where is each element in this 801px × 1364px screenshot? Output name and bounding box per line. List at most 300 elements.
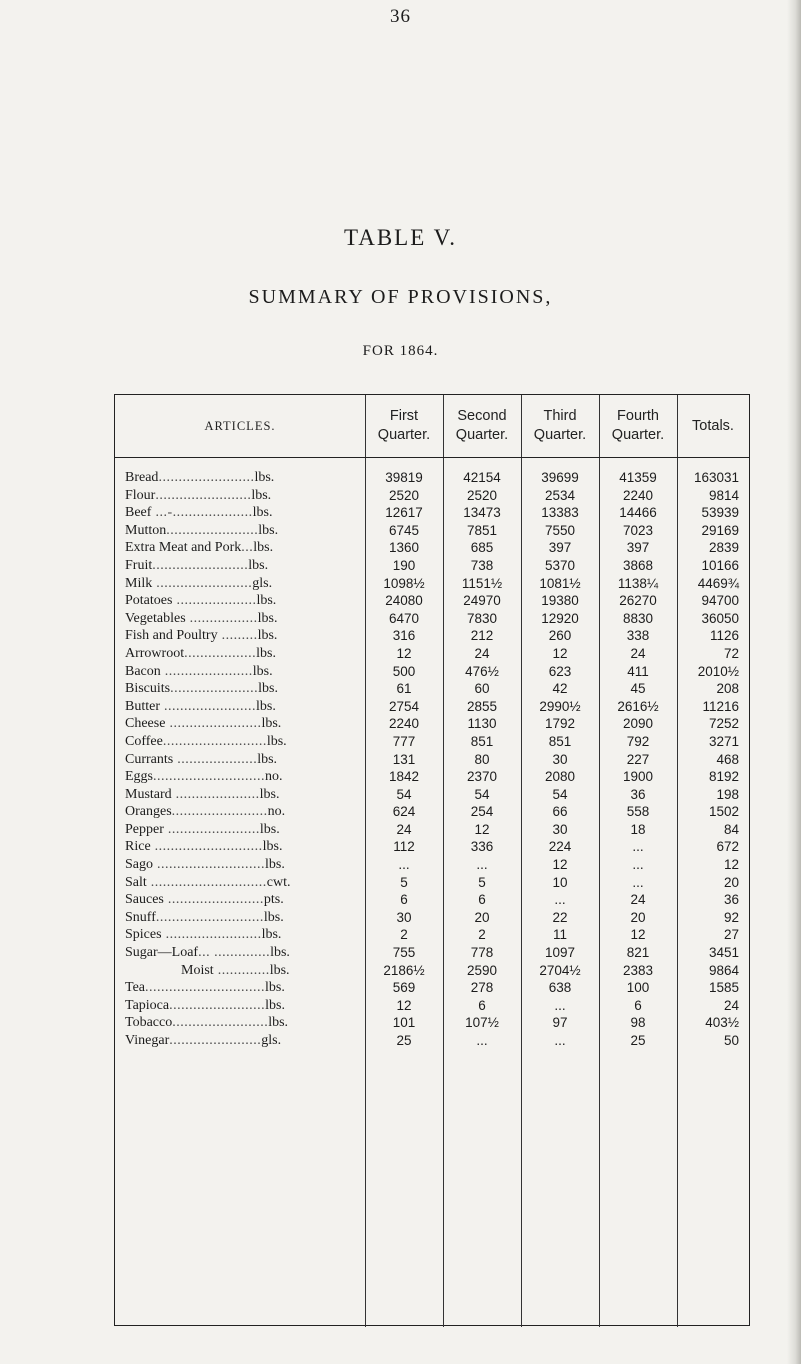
first-quarter-value: 61 (396, 681, 412, 697)
article-name: Butter (125, 698, 160, 714)
first-quarter-value: 6470 (388, 610, 420, 626)
first-quarter-value: 316 (392, 628, 416, 644)
table-row (115, 979, 749, 997)
total-value: 94700 (701, 593, 739, 609)
article-name: Bread (125, 470, 159, 485)
third-quarter-value: ... (554, 892, 566, 908)
fourth-quarter-value: 26270 (619, 593, 657, 609)
article-cell (125, 803, 360, 821)
first-quarter-value: 54 (396, 786, 412, 802)
total-value: 403½ (705, 1015, 739, 1031)
article-name: Oranges (125, 804, 172, 820)
total-value: 10166 (701, 557, 739, 573)
article-unit: no. (265, 769, 283, 785)
table-row (115, 891, 749, 909)
leader-dots: ....................... (166, 522, 259, 538)
article-name: Mutton (125, 522, 167, 538)
article-name: Fruit (125, 557, 153, 573)
article-unit: lbs. (265, 857, 285, 873)
article-cell (125, 874, 360, 892)
table-row (115, 610, 749, 628)
fourth-quarter-value: 8830 (622, 610, 654, 626)
article-cell (125, 891, 360, 909)
fourth-quarter-value: 20 (630, 909, 646, 925)
table-title: TABLE V. (344, 225, 457, 250)
header-first-quarter (365, 395, 443, 457)
third-quarter-value: 1081½ (539, 575, 581, 591)
second-quarter-value: 7830 (466, 610, 498, 626)
fourth-quarter-value: 12 (630, 927, 646, 943)
article-unit: lbs. (261, 716, 282, 732)
first-quarter-value: 25 (396, 1033, 412, 1048)
table-row (115, 856, 749, 874)
second-quarter-value: 336 (470, 839, 494, 855)
third-quarter-value: 623 (548, 663, 572, 679)
article-unit: lbs. (265, 980, 285, 996)
header-third-line2: Quarter. (533, 427, 587, 443)
first-quarter-value: 39819 (385, 470, 423, 485)
header-first-line1: First (389, 408, 419, 424)
total-value: 72 (723, 645, 739, 661)
first-quarter-value: 12617 (385, 505, 423, 521)
total-value: 3271 (708, 733, 739, 749)
leader-dots: ....................... (163, 821, 260, 837)
fourth-quarter-value: 2383 (622, 962, 654, 978)
article-unit: lbs. (269, 962, 290, 978)
leader-dots: ........................ (155, 487, 252, 503)
fourth-quarter-value: 14466 (619, 505, 657, 521)
first-quarter-value: 6 (400, 892, 408, 908)
article-name: Bacon (125, 663, 161, 679)
table-row (115, 539, 749, 557)
second-quarter-value: 60 (474, 681, 490, 697)
second-quarter-value: 1130 (467, 716, 497, 732)
third-quarter-value: 12 (552, 645, 568, 661)
third-quarter-value: 2534 (544, 487, 576, 503)
fourth-quarter-value: 792 (626, 733, 650, 749)
second-quarter-value: 2370 (466, 769, 498, 785)
fourth-quarter-value: 98 (630, 1015, 646, 1031)
leader-dots: .................. (184, 645, 257, 661)
table-header (115, 395, 749, 458)
third-quarter-value: 97 (552, 1015, 568, 1031)
fourth-quarter-value: 411 (627, 663, 649, 679)
second-quarter-value: 254 (470, 804, 494, 820)
article-unit: lbs. (254, 470, 275, 485)
article-unit: lbs. (258, 681, 278, 697)
table-row (115, 874, 749, 892)
article-unit: lbs. (252, 663, 273, 679)
article-cell (125, 645, 360, 663)
article-name: Coffee (125, 733, 163, 749)
third-quarter-value: 42 (552, 681, 568, 697)
leader-dots: ..................... (171, 786, 260, 802)
third-quarter-value: 11 (552, 927, 567, 943)
second-quarter-value: 2855 (466, 698, 498, 714)
first-quarter-value: 12 (396, 645, 412, 661)
article-unit: gls. (261, 1033, 282, 1048)
second-quarter-value: 13473 (463, 505, 501, 521)
second-quarter-value: 738 (470, 557, 494, 573)
total-value: 2839 (708, 540, 739, 556)
article-name: Eggs (125, 769, 153, 785)
total-value: 1585 (708, 980, 739, 996)
article-unit: lbs. (270, 945, 290, 961)
article-cell (125, 909, 360, 927)
article-cell (125, 715, 360, 733)
article-cell (125, 663, 360, 681)
first-quarter-value: 777 (392, 733, 416, 749)
article-unit: lbs. (266, 733, 287, 749)
third-quarter-value: 12920 (541, 610, 579, 626)
leader-dots: ........................... (150, 839, 263, 855)
header-second-line1: Second (457, 408, 507, 424)
first-quarter-value: 24 (396, 821, 412, 837)
first-quarter-value: 2240 (388, 716, 420, 732)
fourth-quarter-value: 227 (626, 751, 650, 767)
fourth-quarter-value: 397 (626, 540, 650, 556)
article-cell (125, 786, 360, 804)
total-value: 36 (723, 892, 739, 908)
third-quarter-value: 30 (552, 821, 568, 837)
third-quarter-value: 638 (548, 980, 572, 996)
second-quarter-value: 54 (474, 786, 490, 802)
total-value: 27 (723, 927, 739, 943)
table-row (115, 909, 749, 927)
article-unit: lbs. (268, 1015, 289, 1031)
fourth-quarter-value: 1138¼ (617, 575, 659, 591)
leader-dots: ........................ (169, 997, 266, 1013)
third-quarter-value: 2704½ (539, 962, 581, 978)
header-third-quarter (521, 395, 599, 457)
second-quarter-value: 6 (478, 892, 486, 908)
article-unit: lbs. (257, 628, 278, 644)
leader-dots: ... .............. (198, 945, 271, 961)
article-cell (125, 838, 360, 856)
total-value: 2010½ (697, 663, 739, 679)
article-unit: lbs. (256, 645, 276, 661)
total-value: 468 (716, 751, 739, 767)
second-quarter-value: 778 (470, 945, 494, 961)
article-name: Moist (181, 962, 214, 978)
article-name: Flour (125, 487, 156, 503)
table-body (115, 469, 749, 1050)
first-quarter-value: 569 (392, 980, 416, 996)
leader-dots: ...................... (160, 663, 253, 679)
page-number: 36 (390, 6, 411, 27)
article-cell (125, 610, 360, 628)
table-row (115, 838, 749, 856)
third-quarter-value: 2080 (544, 769, 576, 785)
header-fourth-line1: Fourth (617, 408, 659, 424)
article-unit: no. (267, 804, 286, 820)
first-quarter-value: 2754 (388, 698, 420, 714)
article-unit: lbs. (257, 751, 278, 767)
fourth-quarter-value: 7023 (622, 522, 654, 538)
article-unit: cwt. (266, 874, 291, 890)
fourth-quarter-value: 45 (630, 681, 646, 697)
article-cell (125, 1014, 360, 1032)
first-quarter-value: ... (398, 857, 410, 873)
article-name: Mustard (125, 786, 172, 802)
article-cell (125, 962, 360, 980)
second-quarter-value: 24 (474, 645, 490, 661)
second-quarter-value: 278 (470, 980, 494, 996)
second-quarter-value: 476½ (465, 663, 499, 679)
third-quarter-value: 12 (552, 857, 568, 873)
fourth-quarter-value: 41359 (619, 470, 657, 485)
first-quarter-value: 101 (392, 1015, 416, 1031)
total-value: 12 (723, 857, 739, 873)
article-name: Beef (125, 505, 152, 521)
third-quarter-value: 22 (552, 909, 568, 925)
second-quarter-value: 7851 (466, 522, 498, 538)
article-name: Sauces (125, 892, 164, 908)
third-quarter-value: 10 (552, 874, 568, 890)
total-value: 8192 (708, 769, 739, 785)
article-name: Fish and Poultry (125, 628, 218, 644)
table-row (115, 715, 749, 733)
article-name: Tobacco (125, 1015, 173, 1031)
article-name: Milk (125, 575, 153, 591)
total-value: 1502 (708, 804, 739, 820)
total-value: 208 (716, 681, 739, 697)
fourth-quarter-value: 25 (630, 1033, 646, 1048)
article-name: Potatoes (125, 593, 173, 609)
table-row (115, 926, 749, 944)
first-quarter-value: 24080 (385, 593, 423, 609)
article-name: Pepper (125, 821, 164, 837)
third-quarter-value: 851 (548, 733, 572, 749)
third-quarter-value: 5370 (544, 557, 576, 573)
third-quarter-value: 224 (548, 839, 572, 855)
article-name: Spices (125, 927, 162, 943)
leader-dots: ............................ (153, 769, 265, 785)
leader-dots: ........................ (158, 470, 255, 485)
article-name: Rice (125, 839, 151, 855)
table-row (115, 469, 749, 487)
fourth-quarter-value: 1900 (622, 769, 654, 785)
table-row (115, 751, 749, 769)
article-name: Arrowroot (125, 645, 185, 661)
total-value: 198 (716, 786, 739, 802)
fourth-quarter-value: 338 (626, 628, 650, 644)
fourth-quarter-value: 558 (626, 804, 650, 820)
table-row (115, 1032, 749, 1050)
second-quarter-value: 107½ (465, 1015, 499, 1031)
article-cell (125, 997, 360, 1015)
leader-dots: ................. (185, 610, 258, 626)
total-value: 84 (723, 821, 739, 837)
total-value: 9864 (708, 962, 739, 978)
total-value: 4469¾ (697, 575, 739, 591)
first-quarter-value: 131 (392, 751, 416, 767)
table-row (115, 627, 749, 645)
article-unit: lbs. (257, 610, 278, 626)
third-quarter-value: 66 (552, 804, 568, 820)
leader-dots: ....................... (165, 716, 262, 732)
first-quarter-value: 624 (392, 804, 416, 820)
header-second-line2: Quarter. (455, 427, 509, 443)
second-quarter-value: 5 (478, 874, 486, 890)
second-quarter-value: 2 (478, 927, 486, 943)
article-unit: lbs. (261, 927, 282, 943)
article-unit: lbs. (253, 540, 274, 556)
article-cell (125, 698, 360, 716)
article-unit: lbs. (251, 487, 272, 503)
first-quarter-value: 6745 (388, 522, 420, 538)
first-quarter-value: 190 (392, 557, 416, 573)
article-name: Biscuits (125, 681, 171, 697)
leader-dots: ....................... (160, 698, 256, 714)
article-name: Vinegar (125, 1033, 170, 1048)
second-quarter-value: 12 (474, 821, 490, 837)
article-name: Extra Meat and Pork (125, 540, 242, 556)
total-value: 29169 (701, 522, 739, 538)
third-quarter-value: 2990½ (539, 698, 581, 714)
article-unit: lbs. (263, 909, 284, 925)
second-quarter-value: 2590 (466, 962, 498, 978)
page-edge-shadow (787, 0, 801, 1364)
total-value: 9814 (708, 487, 739, 503)
article-cell (125, 487, 360, 505)
table-row (115, 645, 749, 663)
table-row (115, 504, 749, 522)
article-unit: lbs. (256, 593, 277, 609)
article-name: Sago (125, 857, 153, 873)
article-cell (125, 926, 360, 944)
article-name: Currants (125, 751, 174, 767)
article-unit: lbs. (252, 505, 273, 521)
table-row (115, 557, 749, 575)
fourth-quarter-value: ... (632, 857, 644, 873)
article-unit: lbs. (262, 839, 283, 855)
fourth-quarter-value: 36 (630, 786, 646, 802)
second-quarter-value: 212 (470, 628, 494, 644)
article-cell (125, 575, 360, 593)
table-row (115, 997, 749, 1015)
leader-dots: ... (241, 540, 254, 556)
leader-dots: ........................ (171, 804, 268, 820)
table-row (115, 821, 749, 839)
first-quarter-value: 1098½ (383, 575, 425, 591)
second-quarter-value: 1151½ (461, 575, 503, 591)
second-quarter-value: 685 (470, 540, 494, 556)
article-name: Tapioca (125, 997, 170, 1013)
second-quarter-value: 851 (470, 733, 494, 749)
second-quarter-value: 20 (474, 909, 490, 925)
article-unit: lbs. (259, 786, 280, 802)
table-row (115, 733, 749, 751)
article-cell (125, 856, 360, 874)
table-year: FOR 1864. (362, 343, 439, 359)
third-quarter-value: 19380 (541, 593, 579, 609)
third-quarter-value: 39699 (541, 470, 579, 485)
total-value: 163031 (693, 470, 739, 485)
third-quarter-value: 7550 (544, 522, 576, 538)
total-value: 24 (723, 997, 739, 1013)
leader-dots: .............................. (145, 980, 266, 996)
third-quarter-value: ... (554, 997, 566, 1013)
third-quarter-value: 397 (548, 540, 572, 556)
second-quarter-value: 80 (474, 751, 490, 767)
table-row (115, 522, 749, 540)
table-row (115, 663, 749, 681)
table-row (115, 698, 749, 716)
total-value: 92 (723, 909, 739, 925)
article-unit: pts. (263, 892, 284, 908)
total-value: 11216 (702, 698, 739, 714)
table-row (115, 575, 749, 593)
header-second-quarter (443, 395, 521, 457)
second-quarter-value: 42154 (463, 470, 501, 485)
article-name: Tea (125, 980, 146, 996)
table-row (115, 1014, 749, 1032)
article-cell (125, 821, 360, 839)
article-unit: gls. (252, 575, 273, 591)
total-value: 1126 (709, 628, 739, 644)
total-value: 50 (723, 1033, 739, 1048)
article-cell (125, 557, 360, 575)
fourth-quarter-value: 6 (634, 997, 642, 1013)
leader-dots: ............................. (146, 874, 267, 890)
header-fourth-line2: Quarter. (611, 427, 665, 443)
header-totals: Totals. (692, 417, 734, 434)
leader-dots: .................... (173, 751, 258, 767)
second-quarter-value: ... (476, 1033, 488, 1048)
leader-dots: ...................... (170, 681, 259, 697)
third-quarter-value: ... (554, 1033, 566, 1048)
table-row (115, 680, 749, 698)
article-cell (125, 979, 360, 997)
first-quarter-value: 112 (393, 839, 415, 855)
header-first-line2: Quarter. (377, 427, 431, 443)
leader-dots: ......... (217, 628, 258, 644)
leader-dots: ........................ (172, 1015, 269, 1031)
fourth-quarter-value: 24 (630, 892, 646, 908)
article-name: Sugar—Loaf (125, 945, 199, 961)
first-quarter-value: 30 (396, 909, 412, 925)
article-cell (125, 1032, 360, 1050)
leader-dots: ........................... (155, 909, 264, 925)
fourth-quarter-value: 2616½ (617, 698, 659, 714)
leader-dots: ....................... (169, 1033, 262, 1048)
total-value: 20 (723, 874, 739, 890)
header-fourth-quarter (599, 395, 677, 457)
total-value: 7252 (708, 716, 739, 732)
article-cell (125, 469, 360, 487)
third-quarter-value: 13383 (541, 505, 579, 521)
first-quarter-value: 5 (400, 874, 408, 890)
header-third-line1: Third (543, 408, 577, 424)
third-quarter-value: 1097 (544, 945, 576, 961)
fourth-quarter-value: 100 (626, 980, 650, 996)
table-subtitle: SUMMARY OF PROVISIONS, (248, 286, 553, 308)
article-cell (125, 751, 360, 769)
leader-dots: ............. (213, 962, 270, 978)
fourth-quarter-value: 18 (630, 821, 646, 837)
article-unit: lbs. (248, 557, 269, 573)
total-value: 36050 (701, 610, 739, 626)
second-quarter-value: 2520 (466, 487, 498, 503)
article-cell (125, 944, 360, 962)
article-name: Salt (125, 874, 147, 890)
table-row (115, 944, 749, 962)
leader-dots: ...-.................... (151, 505, 253, 521)
table-row (115, 786, 749, 804)
article-unit: lbs. (265, 997, 285, 1013)
article-name: Cheese (125, 716, 166, 732)
